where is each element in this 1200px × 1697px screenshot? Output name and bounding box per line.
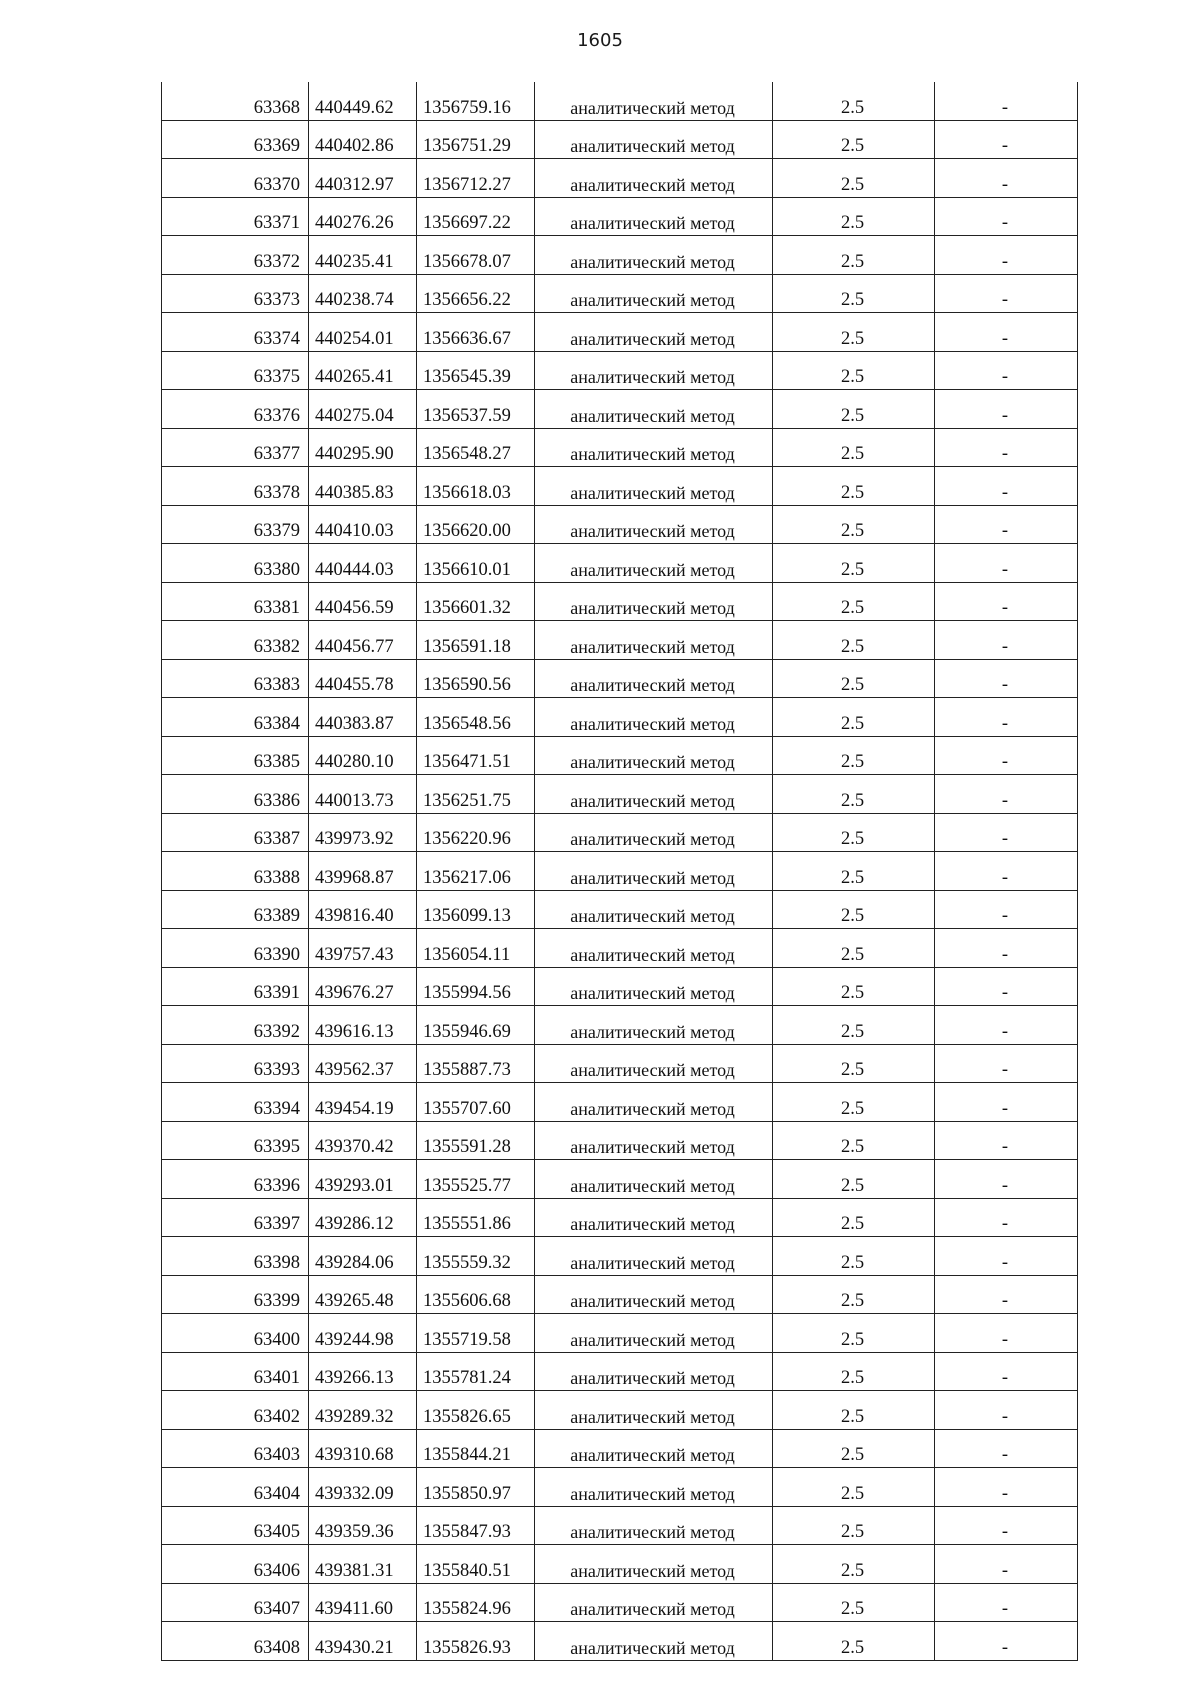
y-coordinate-cell: 1356537.59 (417, 390, 535, 429)
y-coordinate-cell: 1356656.22 (417, 274, 535, 313)
x-coordinate-cell: 440013.73 (309, 775, 417, 814)
method-cell: аналитический метод (535, 1083, 773, 1122)
table-row (162, 467, 1078, 506)
accuracy-cell: 2.5 (773, 1160, 935, 1199)
table-row (162, 390, 1078, 429)
method-cell: аналитический метод (535, 775, 773, 814)
accuracy-cell: 2.5 (773, 1006, 935, 1045)
method-cell: аналитический метод (535, 1006, 773, 1045)
y-coordinate-cell: 1356054.11 (417, 929, 535, 968)
table-row (162, 1044, 1078, 1083)
accuracy-cell: 2.5 (773, 428, 935, 467)
table-row (162, 236, 1078, 275)
x-coordinate-cell: 439289.32 (309, 1391, 417, 1430)
method-cell: аналитический метод (535, 698, 773, 737)
point-number-cell: 63376 (162, 390, 309, 429)
x-coordinate-cell: 439370.42 (309, 1121, 417, 1160)
x-coordinate-cell: 439359.36 (309, 1506, 417, 1545)
accuracy-cell: 2.5 (773, 1121, 935, 1160)
point-number-cell: 63369 (162, 120, 309, 159)
note-cell: - (935, 1506, 1078, 1545)
table-row (162, 428, 1078, 467)
y-coordinate-cell: 1355826.65 (417, 1391, 535, 1430)
y-coordinate-cell: 1355887.73 (417, 1044, 535, 1083)
note-cell: - (935, 1198, 1078, 1237)
method-cell: аналитический метод (535, 351, 773, 390)
accuracy-cell: 2.5 (773, 274, 935, 313)
point-number-cell: 63393 (162, 1044, 309, 1083)
method-cell: аналитический метод (535, 467, 773, 506)
accuracy-cell: 2.5 (773, 659, 935, 698)
point-number-cell: 63397 (162, 1198, 309, 1237)
y-coordinate-cell: 1356548.27 (417, 428, 535, 467)
x-coordinate-cell: 439616.13 (309, 1006, 417, 1045)
y-coordinate-cell: 1355551.86 (417, 1198, 535, 1237)
table-row (162, 1237, 1078, 1276)
point-number-cell: 63381 (162, 582, 309, 621)
x-coordinate-cell: 439266.13 (309, 1352, 417, 1391)
y-coordinate-cell: 1356591.18 (417, 621, 535, 660)
accuracy-cell: 2.5 (773, 1583, 935, 1622)
note-cell: - (935, 659, 1078, 698)
point-number-cell: 63374 (162, 313, 309, 352)
y-coordinate-cell: 1355847.93 (417, 1506, 535, 1545)
table-row (162, 967, 1078, 1006)
table-row (162, 274, 1078, 313)
point-number-cell: 63375 (162, 351, 309, 390)
y-coordinate-cell: 1356251.75 (417, 775, 535, 814)
note-cell: - (935, 1275, 1078, 1314)
x-coordinate-cell: 440276.26 (309, 197, 417, 236)
y-coordinate-cell: 1355719.58 (417, 1314, 535, 1353)
method-cell: аналитический метод (535, 1391, 773, 1430)
note-cell: - (935, 120, 1078, 159)
x-coordinate-cell: 440455.78 (309, 659, 417, 698)
method-cell: аналитический метод (535, 1198, 773, 1237)
point-number-cell: 63387 (162, 813, 309, 852)
y-coordinate-cell: 1356471.51 (417, 736, 535, 775)
x-coordinate-cell: 440235.41 (309, 236, 417, 275)
x-coordinate-cell: 440238.74 (309, 274, 417, 313)
y-coordinate-cell: 1356751.29 (417, 120, 535, 159)
note-cell: - (935, 929, 1078, 968)
note-cell: - (935, 1352, 1078, 1391)
method-cell: аналитический метод (535, 1468, 773, 1507)
y-coordinate-cell: 1356620.00 (417, 505, 535, 544)
accuracy-cell: 2.5 (773, 1044, 935, 1083)
table-row (162, 1121, 1078, 1160)
method-cell: аналитический метод (535, 82, 773, 120)
table-row (162, 1468, 1078, 1507)
table-row (162, 736, 1078, 775)
x-coordinate-cell: 439454.19 (309, 1083, 417, 1122)
method-cell: аналитический метод (535, 967, 773, 1006)
method-cell: аналитический метод (535, 813, 773, 852)
y-coordinate-cell: 1355844.21 (417, 1429, 535, 1468)
y-coordinate-cell: 1355946.69 (417, 1006, 535, 1045)
accuracy-cell: 2.5 (773, 1314, 935, 1353)
accuracy-cell: 2.5 (773, 582, 935, 621)
x-coordinate-cell: 439968.87 (309, 852, 417, 891)
accuracy-cell: 2.5 (773, 775, 935, 814)
table-row (162, 1352, 1078, 1391)
x-coordinate-cell: 440449.62 (309, 82, 417, 120)
table-row (162, 313, 1078, 352)
point-number-cell: 63384 (162, 698, 309, 737)
accuracy-cell: 2.5 (773, 313, 935, 352)
point-number-cell: 63371 (162, 197, 309, 236)
x-coordinate-cell: 440410.03 (309, 505, 417, 544)
table-row (162, 544, 1078, 583)
table-row (162, 659, 1078, 698)
accuracy-cell: 2.5 (773, 621, 935, 660)
note-cell: - (935, 428, 1078, 467)
y-coordinate-cell: 1355559.32 (417, 1237, 535, 1276)
note-cell: - (935, 313, 1078, 352)
accuracy-cell: 2.5 (773, 1545, 935, 1584)
point-number-cell: 63395 (162, 1121, 309, 1160)
method-cell: аналитический метод (535, 1429, 773, 1468)
x-coordinate-cell: 440402.86 (309, 120, 417, 159)
note-cell: - (935, 775, 1078, 814)
table-row (162, 197, 1078, 236)
y-coordinate-cell: 1356759.16 (417, 82, 535, 120)
accuracy-cell: 2.5 (773, 351, 935, 390)
method-cell: аналитический метод (535, 1160, 773, 1199)
y-coordinate-cell: 1356678.07 (417, 236, 535, 275)
y-coordinate-cell: 1355994.56 (417, 967, 535, 1006)
x-coordinate-cell: 440312.97 (309, 159, 417, 198)
table-row (162, 82, 1078, 120)
x-coordinate-cell: 439286.12 (309, 1198, 417, 1237)
point-number-cell: 63399 (162, 1275, 309, 1314)
note-cell: - (935, 1468, 1078, 1507)
accuracy-cell: 2.5 (773, 1083, 935, 1122)
point-number-cell: 63380 (162, 544, 309, 583)
point-number-cell: 63382 (162, 621, 309, 660)
method-cell: аналитический метод (535, 1545, 773, 1584)
point-number-cell: 63373 (162, 274, 309, 313)
point-number-cell: 63401 (162, 1352, 309, 1391)
method-cell: аналитический метод (535, 929, 773, 968)
accuracy-cell: 2.5 (773, 1506, 935, 1545)
y-coordinate-cell: 1356697.22 (417, 197, 535, 236)
y-coordinate-cell: 1355591.28 (417, 1121, 535, 1160)
x-coordinate-cell: 439310.68 (309, 1429, 417, 1468)
table-row (162, 890, 1078, 929)
method-cell: аналитический метод (535, 197, 773, 236)
point-number-cell: 63408 (162, 1622, 309, 1661)
point-number-cell: 63390 (162, 929, 309, 968)
method-cell: аналитический метод (535, 1237, 773, 1276)
method-cell: аналитический метод (535, 1352, 773, 1391)
y-coordinate-cell: 1356601.32 (417, 582, 535, 621)
coordinates-table-body (162, 82, 1078, 1660)
x-coordinate-cell: 439757.43 (309, 929, 417, 968)
table-row (162, 1391, 1078, 1430)
note-cell: - (935, 890, 1078, 929)
method-cell: аналитический метод (535, 1121, 773, 1160)
table-row (162, 1160, 1078, 1199)
y-coordinate-cell: 1355525.77 (417, 1160, 535, 1199)
table-row (162, 505, 1078, 544)
accuracy-cell: 2.5 (773, 1275, 935, 1314)
table-row (162, 1429, 1078, 1468)
y-coordinate-cell: 1355824.96 (417, 1583, 535, 1622)
method-cell: аналитический метод (535, 852, 773, 891)
note-cell: - (935, 1160, 1078, 1199)
point-number-cell: 63379 (162, 505, 309, 544)
y-coordinate-cell: 1355606.68 (417, 1275, 535, 1314)
method-cell: аналитический метод (535, 236, 773, 275)
x-coordinate-cell: 440275.04 (309, 390, 417, 429)
accuracy-cell: 2.5 (773, 159, 935, 198)
y-coordinate-cell: 1356610.01 (417, 544, 535, 583)
x-coordinate-cell: 439293.01 (309, 1160, 417, 1199)
y-coordinate-cell: 1355781.24 (417, 1352, 535, 1391)
x-coordinate-cell: 440456.59 (309, 582, 417, 621)
y-coordinate-cell: 1356590.56 (417, 659, 535, 698)
note-cell: - (935, 1044, 1078, 1083)
note-cell: - (935, 736, 1078, 775)
method-cell: аналитический метод (535, 621, 773, 660)
table-row (162, 351, 1078, 390)
x-coordinate-cell: 440280.10 (309, 736, 417, 775)
note-cell: - (935, 236, 1078, 275)
note-cell: - (935, 82, 1078, 120)
accuracy-cell: 2.5 (773, 1352, 935, 1391)
table-row (162, 582, 1078, 621)
point-number-cell: 63394 (162, 1083, 309, 1122)
accuracy-cell: 2.5 (773, 852, 935, 891)
note-cell: - (935, 159, 1078, 198)
method-cell: аналитический метод (535, 1583, 773, 1622)
x-coordinate-cell: 440254.01 (309, 313, 417, 352)
y-coordinate-cell: 1355850.97 (417, 1468, 535, 1507)
x-coordinate-cell: 439381.31 (309, 1545, 417, 1584)
accuracy-cell: 2.5 (773, 82, 935, 120)
x-coordinate-cell: 440456.77 (309, 621, 417, 660)
x-coordinate-cell: 440383.87 (309, 698, 417, 737)
table-row (162, 621, 1078, 660)
table-row (162, 813, 1078, 852)
table-row (162, 1198, 1078, 1237)
point-number-cell: 63402 (162, 1391, 309, 1430)
point-number-cell: 63403 (162, 1429, 309, 1468)
accuracy-cell: 2.5 (773, 698, 935, 737)
note-cell: - (935, 1006, 1078, 1045)
x-coordinate-cell: 440385.83 (309, 467, 417, 506)
accuracy-cell: 2.5 (773, 1391, 935, 1430)
method-cell: аналитический метод (535, 120, 773, 159)
point-number-cell: 63406 (162, 1545, 309, 1584)
x-coordinate-cell: 439284.06 (309, 1237, 417, 1276)
method-cell: аналитический метод (535, 505, 773, 544)
x-coordinate-cell: 439244.98 (309, 1314, 417, 1353)
note-cell: - (935, 1583, 1078, 1622)
method-cell: аналитический метод (535, 390, 773, 429)
y-coordinate-cell: 1356220.96 (417, 813, 535, 852)
method-cell: аналитический метод (535, 313, 773, 352)
table-row (162, 1583, 1078, 1622)
point-number-cell: 63385 (162, 736, 309, 775)
method-cell: аналитический метод (535, 1044, 773, 1083)
note-cell: - (935, 698, 1078, 737)
y-coordinate-cell: 1356099.13 (417, 890, 535, 929)
point-number-cell: 63386 (162, 775, 309, 814)
y-coordinate-cell: 1356618.03 (417, 467, 535, 506)
note-cell: - (935, 505, 1078, 544)
note-cell: - (935, 544, 1078, 583)
note-cell: - (935, 274, 1078, 313)
note-cell: - (935, 197, 1078, 236)
x-coordinate-cell: 439816.40 (309, 890, 417, 929)
point-number-cell: 63372 (162, 236, 309, 275)
table-row (162, 159, 1078, 198)
table-row (162, 852, 1078, 891)
note-cell: - (935, 1545, 1078, 1584)
x-coordinate-cell: 439676.27 (309, 967, 417, 1006)
accuracy-cell: 2.5 (773, 1237, 935, 1276)
accuracy-cell: 2.5 (773, 236, 935, 275)
note-cell: - (935, 1391, 1078, 1430)
coordinates-table (161, 82, 1078, 1661)
y-coordinate-cell: 1355840.51 (417, 1545, 535, 1584)
accuracy-cell: 2.5 (773, 120, 935, 159)
point-number-cell: 63383 (162, 659, 309, 698)
note-cell: - (935, 582, 1078, 621)
note-cell: - (935, 1083, 1078, 1122)
point-number-cell: 63396 (162, 1160, 309, 1199)
accuracy-cell: 2.5 (773, 1468, 935, 1507)
x-coordinate-cell: 439562.37 (309, 1044, 417, 1083)
table-row (162, 1545, 1078, 1584)
note-cell: - (935, 852, 1078, 891)
accuracy-cell: 2.5 (773, 1429, 935, 1468)
y-coordinate-cell: 1356712.27 (417, 159, 535, 198)
note-cell: - (935, 1429, 1078, 1468)
table-row (162, 1083, 1078, 1122)
note-cell: - (935, 621, 1078, 660)
method-cell: аналитический метод (535, 736, 773, 775)
table-row (162, 1622, 1078, 1661)
point-number-cell: 63388 (162, 852, 309, 891)
x-coordinate-cell: 439332.09 (309, 1468, 417, 1507)
point-number-cell: 63370 (162, 159, 309, 198)
point-number-cell: 63400 (162, 1314, 309, 1353)
table-row (162, 1006, 1078, 1045)
note-cell: - (935, 813, 1078, 852)
method-cell: аналитический метод (535, 1314, 773, 1353)
y-coordinate-cell: 1355826.93 (417, 1622, 535, 1661)
table-row (162, 929, 1078, 968)
accuracy-cell: 2.5 (773, 736, 935, 775)
point-number-cell: 63398 (162, 1237, 309, 1276)
x-coordinate-cell: 440444.03 (309, 544, 417, 583)
accuracy-cell: 2.5 (773, 467, 935, 506)
note-cell: - (935, 1121, 1078, 1160)
accuracy-cell: 2.5 (773, 813, 935, 852)
method-cell: аналитический метод (535, 159, 773, 198)
accuracy-cell: 2.5 (773, 197, 935, 236)
y-coordinate-cell: 1355707.60 (417, 1083, 535, 1122)
method-cell: аналитический метод (535, 274, 773, 313)
x-coordinate-cell: 439973.92 (309, 813, 417, 852)
method-cell: аналитический метод (535, 428, 773, 467)
accuracy-cell: 2.5 (773, 544, 935, 583)
point-number-cell: 63389 (162, 890, 309, 929)
accuracy-cell: 2.5 (773, 390, 935, 429)
point-number-cell: 63407 (162, 1583, 309, 1622)
x-coordinate-cell: 440295.90 (309, 428, 417, 467)
x-coordinate-cell: 440265.41 (309, 351, 417, 390)
y-coordinate-cell: 1356548.56 (417, 698, 535, 737)
x-coordinate-cell: 439265.48 (309, 1275, 417, 1314)
method-cell: аналитический метод (535, 582, 773, 621)
table-row (162, 1506, 1078, 1545)
table-row (162, 120, 1078, 159)
point-number-cell: 63391 (162, 967, 309, 1006)
note-cell: - (935, 467, 1078, 506)
point-number-cell: 63377 (162, 428, 309, 467)
accuracy-cell: 2.5 (773, 1622, 935, 1661)
method-cell: аналитический метод (535, 544, 773, 583)
note-cell: - (935, 1314, 1078, 1353)
note-cell: - (935, 1237, 1078, 1276)
page-number: 1605 (577, 30, 623, 51)
accuracy-cell: 2.5 (773, 505, 935, 544)
point-number-cell: 63378 (162, 467, 309, 506)
note-cell: - (935, 1622, 1078, 1661)
method-cell: аналитический метод (535, 1275, 773, 1314)
accuracy-cell: 2.5 (773, 890, 935, 929)
x-coordinate-cell: 439430.21 (309, 1622, 417, 1661)
method-cell: аналитический метод (535, 890, 773, 929)
method-cell: аналитический метод (535, 1506, 773, 1545)
note-cell: - (935, 351, 1078, 390)
point-number-cell: 63405 (162, 1506, 309, 1545)
method-cell: аналитический метод (535, 1622, 773, 1661)
table-row (162, 1275, 1078, 1314)
table-row (162, 775, 1078, 814)
note-cell: - (935, 390, 1078, 429)
y-coordinate-cell: 1356636.67 (417, 313, 535, 352)
accuracy-cell: 2.5 (773, 1198, 935, 1237)
point-number-cell: 63368 (162, 82, 309, 120)
method-cell: аналитический метод (535, 659, 773, 698)
accuracy-cell: 2.5 (773, 929, 935, 968)
table-row (162, 1314, 1078, 1353)
point-number-cell: 63404 (162, 1468, 309, 1507)
y-coordinate-cell: 1356545.39 (417, 351, 535, 390)
x-coordinate-cell: 439411.60 (309, 1583, 417, 1622)
table-row (162, 698, 1078, 737)
note-cell: - (935, 967, 1078, 1006)
point-number-cell: 63392 (162, 1006, 309, 1045)
accuracy-cell: 2.5 (773, 967, 935, 1006)
y-coordinate-cell: 1356217.06 (417, 852, 535, 891)
